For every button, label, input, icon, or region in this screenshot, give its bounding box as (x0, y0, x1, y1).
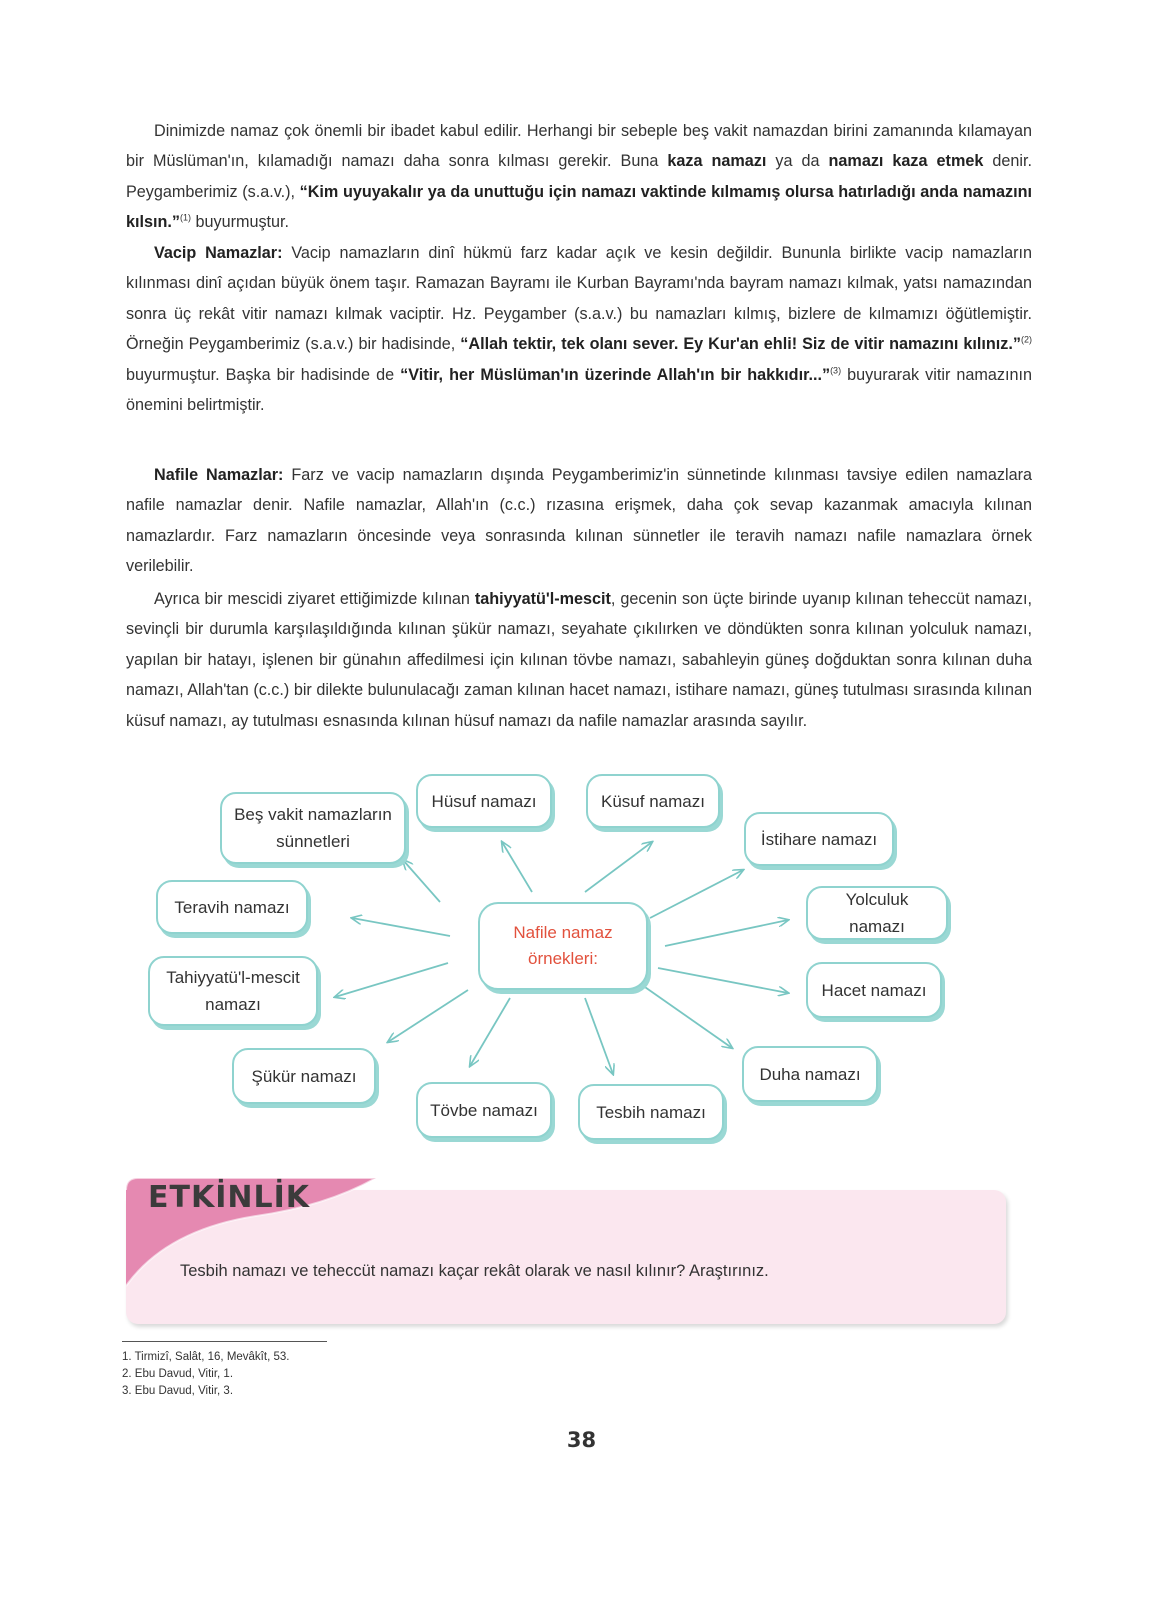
activity-box (126, 1178, 1006, 1324)
paragraph-nafile: Nafile Namazlar: Farz ve vacip namazların dışında Peygamberimiz'in sünnetinde kılınması tavsiye edilen namazlara nafile namazlar denir. Nafile namazlar, Allah'ın (c.c.) rızasına erişmek, daha çok sevap kazanmak amacıyla kılınan namazlardır. Farz namazların öncesinde veya sonrasında kılınan sünnetler ile teravih namazı nafile namazlara örnek verilebilir. (126, 466, 1032, 576)
footnote-divider (122, 1341, 327, 1342)
node-hacet: Hacet namazı (806, 962, 942, 1018)
arrow-yolculuk (665, 920, 788, 946)
arrow-tesbih (585, 998, 613, 1074)
node-tovbe: Tövbe namazı (416, 1082, 552, 1138)
node-teravih: Teravih namazı (156, 880, 308, 934)
node-istihare: İstihare namazı (744, 812, 894, 866)
node-husuf: Hüsuf namazı (416, 774, 552, 828)
nafile-label: Nafile Namazlar: (154, 466, 284, 484)
paragraph-nafile-examples: Ayrıca bir mescidi ziyaret ettiğimizde kılınan tahiyyatü'l-mescit, gecenin son üçte birinde uyanıp kılınan teheccüt namazı, sevinçli bir durumla karşılaşıldığında kılınan şükür namazı, seyahate çıkılırken ve döndükten sonra kılınan yolculuk namazı, yapılan bir hatayı, işlenen bir günahın affedilmesi için kılınan tövbe namazı, sabahleyin güneş doğduktan sonra kılınan duha namazı, Allah'tan (c.c.) bir dilekte bulunulacağı zaman kılınan hacet namazı, istihare namazı, güneş tutulması sırasında kılınan küsuf namazı, ay tutulması esnasında kılınan hüsuf namazı da nafile namazlar arasında sayılır. (126, 590, 1032, 730)
arrow-duha (642, 985, 732, 1048)
footnote-1: 1. Tirmizî, Salât, 16, Mevâkît, 53. (122, 1351, 290, 1363)
arrow-husuf (502, 842, 532, 892)
activity-question: Tesbih namazı ve teheccüt namazı kaçar rekât olarak ve nasıl kılınır? Araştırınız. (180, 1262, 769, 1280)
arrow-tovbe (470, 998, 510, 1066)
arrow-bes-vakit (403, 860, 440, 902)
footnote-ref-1: (1) (179, 212, 191, 223)
arrow-teravih (352, 918, 450, 936)
node-bes-vakit: Beş vakit namazların sünnetleri (220, 792, 406, 864)
footnote-ref-2: (2) (1020, 334, 1032, 345)
footnote-ref-3: (3) (830, 365, 842, 376)
paragraph-vacip: Vacip Namazlar: Vacip namazların dinî hükmü farz kadar açık ve kesin değildir. Bununla birlikte vacip namazların kılınması dinî açıdan büyük önem taşır. Ramazan Bayramı ile Kurban Bayramı'nda bayram namazı kılmak, yatsı namazından sonra üç rekât vitir namazı kılmak vaciptir. Hz. Peygamber (s.a.v.) bu namazları kılmış, bizlere de kılmamızı öğütlemiştir. Örneğin Peygamberimiz (s.a.v.) bir hadisinde, “Allah tektir, tek olanı sever. Ey Kur'an ehli! Siz de vitir namazını kılınız.”$^{(2)}$ buyurmuştur. Başka bir hadisinde de “Vitir, her Müslüman'ın üzerinde Allah'ın bir hakkıdır...”$^{(3)}$ buyurarak vitir namazının önemini belirtmiştir. (126, 244, 1032, 415)
node-yolculuk: Yolculuk namazı (806, 886, 948, 940)
footnote-3: 3. Ebu Davud, Vitir, 3. (122, 1385, 234, 1397)
node-tesbih: Tesbih namazı (578, 1084, 724, 1140)
node-kusuf: Küsuf namazı (586, 774, 720, 828)
arrow-sukur (388, 990, 468, 1042)
diagram-center-node: Nafile namaz örnekleri: (478, 902, 648, 990)
arrow-hacet (658, 968, 788, 993)
footnote-2: 2. Ebu Davud, Vitir, 1. (122, 1368, 234, 1380)
node-tahiyyatul: Tahiyyatü'l-mescit namazı (148, 956, 318, 1026)
arrow-istihare (650, 870, 743, 918)
vacip-label: Vacip Namazlar: (154, 244, 283, 262)
arrow-kusuf (585, 842, 652, 892)
activity-title: ETKİNLİK (148, 1180, 310, 1215)
paragraph-kaza: Dinimizde namaz çok önemli bir ibadet kabul edilir. Herhangi bir sebeple beş vakit namazdan birini zamanında kılamayan bir Müslüman'ın, kılamadığı namazı daha sonra kılması gerekir. Buna kaza namazı ya da namazı kaza etmek denir. Peygamberimiz (s.a.v.), “Kim uyuyakalır ya da unuttuğu için namazı vaktinde kılmamış olursa hatırladığı anda namazını kılsın.”$^{(1)}$ buyurmuştur. (126, 122, 1032, 232)
node-duha: Duha namazı (742, 1046, 878, 1102)
arrow-tahiyyatul (335, 963, 448, 997)
nafile-namaz-diagram (140, 780, 1020, 1170)
page-number: 38 (566, 1428, 597, 1452)
node-sukur: Şükür namazı (232, 1048, 376, 1104)
